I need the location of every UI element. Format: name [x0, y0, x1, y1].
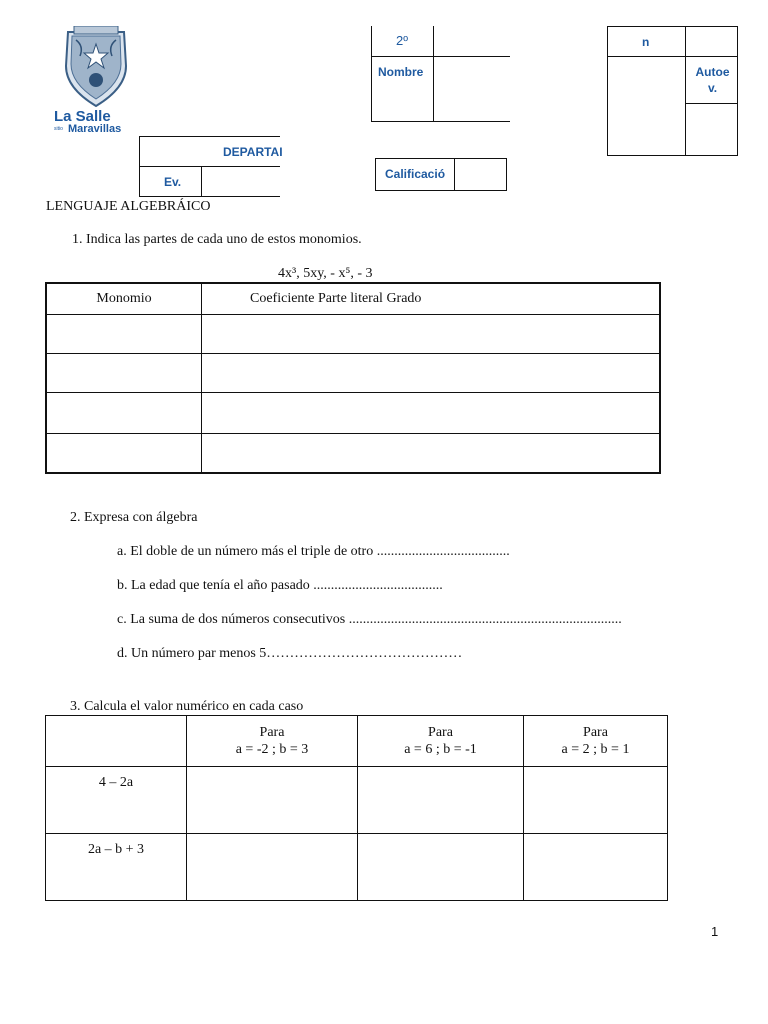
- curso-label: 2º: [396, 33, 408, 48]
- header-case-1-line2: a = -2 ; b = 3: [235, 742, 309, 757]
- departamento-cell: [139, 136, 283, 167]
- curso-value-cell: [433, 26, 510, 57]
- answer-cell[interactable]: [46, 434, 202, 474]
- corner-cell: [46, 716, 187, 767]
- logo-text-line1: La Salle: [54, 108, 111, 125]
- q1-prompt: 1. Indica las partes de cada uno de estos monomios.: [72, 232, 362, 247]
- q2-item-b: b. La edad que tenía el año pasado .....................................: [117, 578, 443, 593]
- ev-cell: [139, 166, 202, 197]
- logo-text-line2: Maravillas: [68, 123, 122, 135]
- page-title: LENGUAJE ALGEBRÁICO: [46, 199, 211, 214]
- n-cell: [607, 26, 686, 57]
- autoev-left-cell: [607, 56, 686, 156]
- answer-cell[interactable]: [358, 767, 524, 834]
- header-case-3-line2: a = 2 ; b = 1: [561, 742, 630, 757]
- page-number: 1: [711, 924, 719, 939]
- nombre-label: Nombre: [378, 65, 424, 79]
- nombre-value-cell: [433, 56, 510, 122]
- header-case-2: [358, 716, 524, 767]
- n-label: n: [642, 35, 650, 49]
- answer-cell[interactable]: [202, 434, 661, 474]
- answer-cell[interactable]: [46, 315, 202, 354]
- q2-prompt: 2. Expresa con álgebra: [70, 510, 198, 525]
- numeric-value-table: [45, 715, 668, 901]
- ev-value-cell: [201, 166, 280, 197]
- answer-cell[interactable]: [202, 393, 661, 434]
- q2-item-c: c. La suma de dos números consecutivos ..............................................................................: [117, 612, 622, 627]
- answer-cell[interactable]: [202, 315, 661, 354]
- answer-cell[interactable]: [46, 354, 202, 393]
- q3-prompt: 3. Calcula el valor numérico en cada caso: [70, 699, 304, 714]
- school-logo: [54, 26, 138, 138]
- expression-cell: 2a – b + 3: [46, 834, 187, 901]
- calificacion-value-cell: [454, 158, 507, 191]
- departamento-label: DEPARTAI: [223, 145, 283, 159]
- calificacion-cell: [375, 158, 455, 191]
- q2-item-d: d. Un número par menos 5……………………………………: [117, 646, 463, 661]
- header-case-1-line1: Para: [259, 725, 285, 740]
- curso-cell: [371, 26, 434, 57]
- answer-cell[interactable]: [358, 834, 524, 901]
- answer-cell[interactable]: [187, 834, 358, 901]
- q1-monomials: 4x³, 5xy, - x⁵, - 3: [278, 266, 373, 281]
- header-case-2-line2: a = 6 ; b = -1: [404, 742, 477, 757]
- answer-cell[interactable]: [187, 767, 358, 834]
- expression-cell: 4 – 2a: [46, 767, 187, 834]
- calificacion-label: Calificació: [385, 167, 446, 181]
- col-parts: Coeficiente Parte literal Grado: [202, 283, 661, 315]
- answer-cell[interactable]: [202, 354, 661, 393]
- answer-cell[interactable]: [524, 767, 668, 834]
- autoev-value-cell: [685, 103, 738, 156]
- nombre-cell: [371, 56, 434, 122]
- autoev-cell: [685, 56, 738, 104]
- logo-small-text: sitio: [54, 126, 63, 132]
- n-value-cell: [685, 26, 738, 57]
- ev-label: Ev.: [164, 175, 182, 189]
- answer-cell[interactable]: [46, 393, 202, 434]
- autoev-label: Autoe v.: [695, 65, 730, 95]
- monomials-table: [45, 282, 661, 474]
- col-monomio: Monomio: [46, 283, 202, 315]
- q2-item-a: a. El doble de un número más el triple de otro ......................................: [117, 544, 510, 559]
- answer-cell[interactable]: [524, 834, 668, 901]
- header-case-1: [187, 716, 358, 767]
- header-case-2-line1: Para: [428, 725, 453, 740]
- header-case-3: [524, 716, 668, 767]
- header-case-3-line1: Para: [583, 725, 608, 740]
